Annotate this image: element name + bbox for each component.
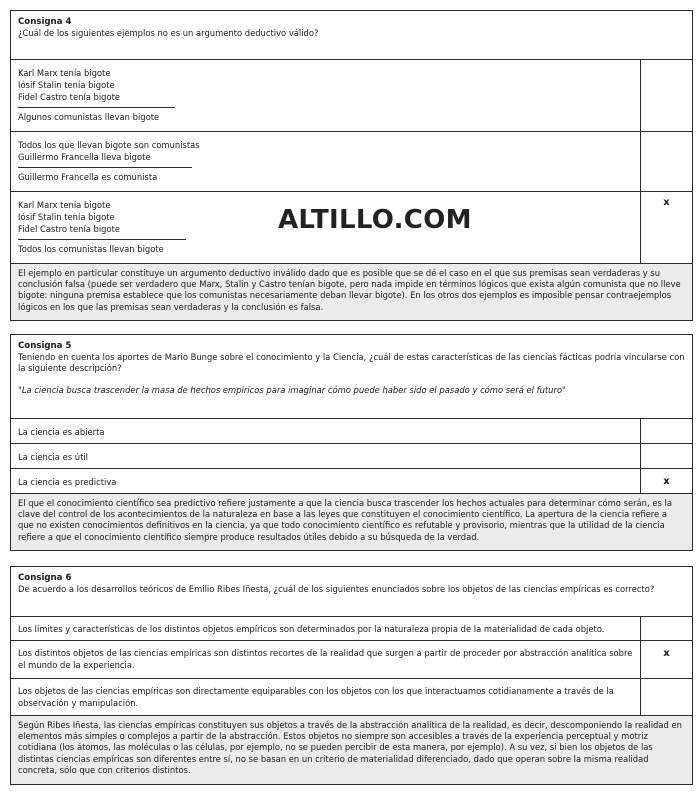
answer-mark[interactable] bbox=[640, 679, 692, 715]
consigna-6-option-1[interactable] bbox=[11, 617, 692, 641]
conclusion: Todos los comunistas llevan bigote bbox=[18, 244, 164, 254]
watermark: ALTILLO.COM bbox=[278, 205, 472, 235]
answer-mark[interactable]: x bbox=[640, 192, 692, 263]
consigna-5-option-3[interactable] bbox=[11, 469, 692, 494]
premise: Karl Marx tenía bigote bbox=[18, 200, 111, 210]
answer-mark[interactable] bbox=[640, 419, 692, 443]
option-text bbox=[11, 60, 640, 131]
conclusion: Guillermo Francella es comunista bbox=[18, 172, 158, 182]
answer-mark[interactable] bbox=[640, 60, 692, 131]
consigna-4-option-2[interactable] bbox=[11, 132, 692, 192]
consigna-6-title: Consigna 6 bbox=[18, 573, 72, 583]
consigna-6-explanation: Según Ribes Iñesta, las ciencias empíricas constituyen sus objetos a través de la abstracción analítica de la realidad, es decir, descomponiendo la realidad en elementos más simples o complejos a partir de la abstracción. Estos objetos no siempre son accesibles a través de la experiencia perceptual y motriz cotidiana (los átomos, las moléculas o las células, por ejemplo, no se pueden percibir de esta manera, por ejemplo). A su vez, si bien los objetos de las distintas ciencias empíricas son diferentes entre sí, no se basan en un criterio de materialidad diferenciado, dado que operan sobre la misma realidad concreta, sólo que con criterios distintos. bbox=[11, 716, 692, 784]
premise: Todos los que llevan bigote son comunistas bbox=[18, 140, 200, 150]
premise: Fidel Castro tenía bigote bbox=[18, 92, 121, 102]
conclusion-rule bbox=[18, 239, 186, 240]
consigna-5-option-2[interactable] bbox=[11, 444, 692, 469]
consigna-6-header bbox=[11, 567, 692, 617]
consigna-5-title: Consigna 5 bbox=[18, 341, 72, 351]
consigna-5-explanation: El que el conocimiento científico sea predictivo refiere justamente a que la ciencia busca trascender los hechos actuales para determinar cómo serán, es la clave del control de los acontecimientos de la naturaleza en base a las leyes que constituyen el conocimiento científico. La apertura de la ciencia refiere a que no existen conocimientos definitivos en la ciencia, ya que todo conocimiento científico es refutable y provisorio, mientras que la utilidad de la ciencia refiere a que el conocimiento científico siempre produce resultados útiles debido a su búsqueda de la verdad. bbox=[11, 494, 692, 550]
answer-mark[interactable]: x bbox=[640, 469, 692, 493]
premise: Fidel Castro tenía bigote bbox=[18, 224, 121, 234]
answer-mark[interactable]: x bbox=[640, 641, 692, 678]
consigna-6-option-3[interactable] bbox=[11, 679, 692, 716]
option-text: La ciencia es útil bbox=[18, 452, 89, 462]
consigna-4-question: ¿Cuál de los siguientes ejemplos no es un argumento deductivo válido? bbox=[18, 28, 319, 38]
option-text: La ciencia es abierta bbox=[18, 427, 105, 437]
premise: Iósif Stalin tenía bigote bbox=[18, 212, 115, 222]
premise: Iósif Stalin tenía bigote bbox=[18, 80, 115, 90]
option-text bbox=[11, 132, 640, 191]
consigna-5-header bbox=[11, 335, 692, 419]
consigna-6-question: De acuerdo a los desarrollos teóricos de Emilio Ribes Iñesta, ¿cuál de los siguientes enunciados sobre los objetos de las ciencias empíricas es correcto? bbox=[18, 584, 655, 594]
consigna-6-option-2[interactable] bbox=[11, 641, 692, 679]
consigna-4-title: Consigna 4 bbox=[18, 17, 72, 27]
answer-mark[interactable] bbox=[640, 617, 692, 640]
consigna-5-option-1[interactable] bbox=[11, 419, 692, 444]
consigna-5-quote: "La ciencia busca trascender la masa de hechos empíricos para imaginar cómo puede haber sido el pasado y cómo será el futuro" bbox=[18, 385, 566, 395]
answer-mark[interactable] bbox=[640, 132, 692, 191]
consigna-6-block bbox=[10, 566, 693, 785]
option-text: Los distintos objetos de las ciencias empíricas son distintos recortes de la realidad que surgen a partir de proceder por abstracción analítica sobre el mundo de la experiencia. bbox=[18, 648, 633, 670]
consigna-4-header bbox=[11, 11, 692, 60]
consigna-4-block bbox=[10, 10, 693, 321]
conclusion: Algunos comunistas llevan bigote bbox=[18, 112, 160, 122]
premise: Karl Marx tenía bigote bbox=[18, 68, 111, 78]
premise: Guillermo Francella lleva bigote bbox=[18, 152, 151, 162]
conclusion-rule bbox=[18, 107, 175, 108]
consigna-5-block bbox=[10, 334, 693, 551]
answer-mark[interactable] bbox=[640, 444, 692, 468]
consigna-5-question: Teniendo en cuenta los aportes de Mario Bunge sobre el conocimiento y la Ciencia, ¿cuál de estas características de las ciencias fácticas podría vincularse con la siguiente descripción? bbox=[18, 352, 685, 373]
consigna-4-option-1[interactable] bbox=[11, 60, 692, 132]
conclusion-rule bbox=[18, 167, 192, 168]
option-text: Los objetos de las ciencias empíricas son directamente equiparables con los objetos con los que interactuamos cotidianamente a través de la observación y manipulación. bbox=[18, 686, 614, 708]
consigna-4-explanation: El ejemplo en particular constituye un argumento deductivo inválido dado que es posible que se dé el caso en el que sus premisas sean verdaderas y su conclusión falsa (puede ser verdadero que Marx, Stalin y Castro tenían bigote, pero nada impide en términos lógicos que exista algún comunista que no lleve bigote: ninguna premisa establece que los comunistas necesariamente deban llevar bigote). En los otros dos ejemplos es imposible pensar contraejemplos lógicos en los que las premisas sean verdaderas y la conclusión es falsa. bbox=[11, 264, 692, 320]
option-text: La ciencia es predictiva bbox=[18, 477, 117, 487]
option-text: Los límites y características de los distintos objetos empíricos son determinados por la naturaleza propia de la materialidad de cada objeto. bbox=[18, 624, 605, 634]
